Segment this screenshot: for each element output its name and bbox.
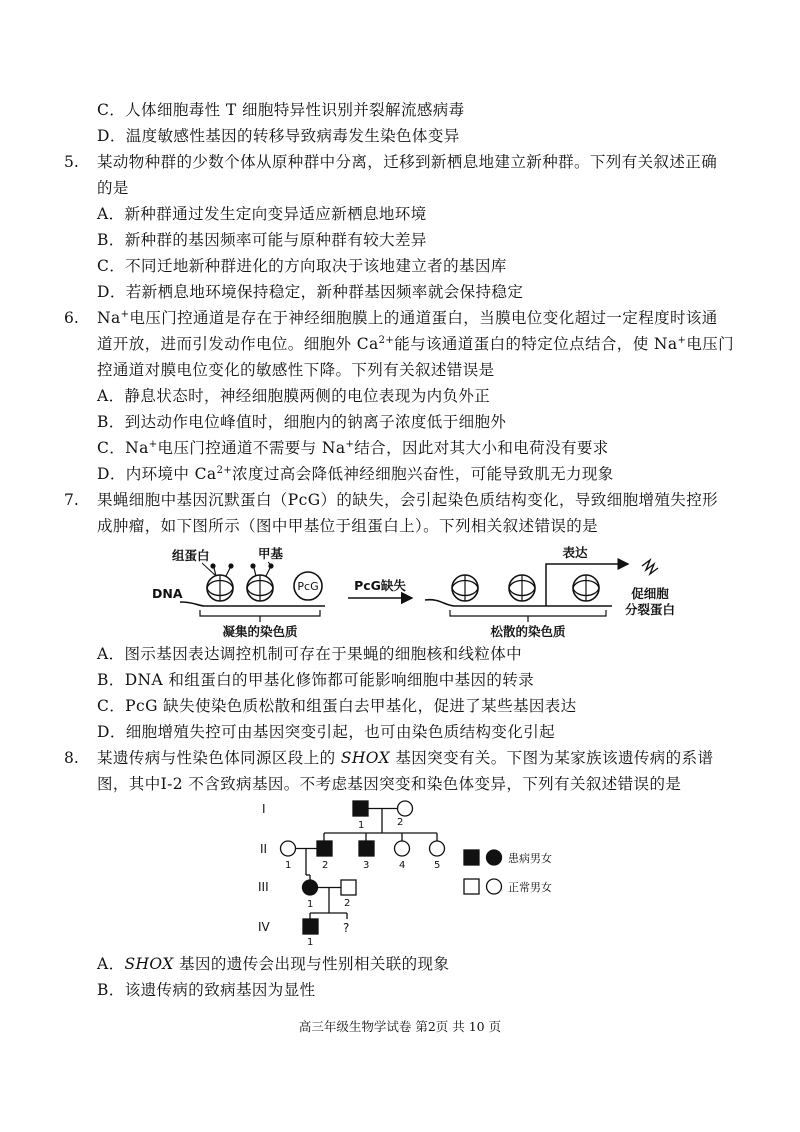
gen4-unknown: ? [343, 921, 350, 935]
gen2-female-5-normal [430, 841, 445, 856]
q6-number: 6. [64, 309, 79, 327]
gen3-num-2: 2 [344, 898, 351, 909]
nucleosome-1 [207, 563, 234, 601]
q8-stem-line2: 图，其中I-2 不含致病基因。不考虑基因突变和染色体变异，下列有关叙述错误的是 [97, 775, 682, 793]
loose-label: 松散的染色质 [490, 624, 566, 639]
q6-option-a: A．静息状态时，神经细胞膜两侧的电位表现为内负外正 [97, 387, 491, 405]
gen2-num-2: 2 [322, 860, 329, 871]
q4-option-c: C．人体细胞毒性 T 细胞特异性识别并裂解流感病毒 [97, 101, 465, 119]
protein-label-line1: 促细胞 [631, 586, 669, 601]
q6-option-d: D．内环境中 $Ca^{2+}$浓度过高会降低神经细胞兴奋性，可能导致肌无力现象 [97, 464, 614, 483]
legend-normal-label: 正常男女 [508, 881, 552, 894]
gen-label-1: I [262, 802, 266, 816]
q6-option-b: B．到达动作电位峰值时，细胞内的钠离子浓度低于细胞外 [97, 413, 507, 431]
protein-label-line2: 分裂蛋白 [624, 602, 676, 617]
pedigree-chart [250, 795, 580, 947]
nucleosome-5 [573, 575, 599, 601]
gen-label-2: II [260, 842, 268, 856]
gen2-male-2-affected [317, 841, 332, 856]
condensed-bracket [200, 610, 320, 616]
q8-number: 8. [64, 749, 79, 767]
q7-option-b: B．DNA 和组蛋白的甲基化修饰都可能影响细胞中基因的转录 [97, 671, 535, 689]
gen-label-3: III [258, 880, 269, 894]
legend-affected-male [464, 850, 479, 865]
legend-affected-label: 患病男女 [508, 852, 552, 865]
gen2-female-4-normal [395, 841, 410, 856]
pcg-label: PcG [297, 580, 319, 593]
q5-option-b: B．新种群的基因频率可能与原种群有较大差异 [97, 231, 427, 249]
q5-option-a: A．新种群通过发生定向变异适应新栖息地环境 [97, 205, 427, 223]
q5-stem-line2: 的是 [97, 179, 129, 197]
q7-stem-line2: 成肿瘤，如下图所示（图中甲基位于组蛋白上）。下列相关叙述错误的是 [97, 517, 599, 535]
q7-stem-line1: 果蝇细胞中基因沉默蛋白（PcG）的缺失，会引起染色质结构变化，导致细胞增殖失控形 [97, 491, 718, 509]
gen2-num-4: 4 [399, 860, 406, 871]
gen4-num-1: 1 [307, 937, 314, 947]
q6-stem-line3: 控通道对膜电位变化的敏感性下降。下列有关叙述错误是 [97, 361, 495, 379]
q7-number: 7. [64, 491, 79, 509]
nucleosome-3 [452, 575, 478, 601]
gen2-male-3-affected [359, 841, 374, 856]
gen2-num-3: 3 [363, 860, 370, 871]
gen1-female-normal [398, 801, 413, 816]
gen4-male-1-affected [303, 919, 318, 934]
q5-number: 5. [64, 153, 79, 171]
pcg-loss-label: PcG缺失 [354, 578, 406, 593]
q5-stem-line1: 某动物种群的少数个体从原种群中分离，迁移到新栖息地建立新种群。下列有关叙述正确 [97, 153, 718, 171]
gen1-male-affected [353, 801, 368, 816]
q4-option-d: D．温度敏感性基因的转移导致病毒发生染色体变异 [97, 127, 460, 145]
q8-stem-line1: 某遗传病与性染色体同源区段上的 SHOX 基因突变有关。下图为某家族该遗传病的系谱 [97, 749, 714, 767]
chromatin-diagram [150, 540, 690, 642]
methyl-label: 甲基 [258, 546, 284, 561]
legend-normal-female [487, 879, 502, 894]
gen2-female-1-normal [281, 841, 296, 856]
nucleosome-2 [247, 563, 274, 601]
q8-option-a: A．SHOX 基因的遗传会出现与性别相关联的现象 [97, 955, 450, 973]
q6-stem-line1: Na+电压门控通道是存在于神经细胞膜上的通道蛋白，当膜电位变化超过一定程度时该通 [97, 308, 718, 327]
gen3-female-1-affected [303, 880, 318, 895]
protein-squiggle-icon [642, 560, 658, 574]
page-footer: 高三年级生物学试卷 第2页 共 10 页 [298, 1019, 502, 1034]
expression-label: 表达 [562, 545, 588, 560]
gen3-num-1: 1 [307, 899, 314, 910]
q6-option-c: C．Na+电压门控通道不需要与 Na+结合，因此对其大小和电荷没有要求 [97, 438, 609, 457]
q6-stem-line2: 道开放，进而引发动作电位。细胞外 $Ca^{2+}$能与该通道蛋白的特定位点结合，使 Na+电压门 [97, 334, 735, 353]
q7-option-c: C．PcG 缺失使染色质松散和组蛋白去甲基化，促进了某些基因表达 [97, 697, 577, 715]
histone-label: 组蛋白 [172, 548, 210, 563]
dna-strand-condensed [180, 602, 325, 606]
gen3-male-2-normal [341, 880, 356, 895]
loose-bracket [450, 610, 606, 616]
gen2-num-5: 5 [434, 860, 441, 871]
gen-label-4: IV [258, 920, 270, 934]
nucleosome-4 [509, 575, 535, 601]
condensed-label: 凝集的染色质 [222, 624, 298, 639]
legend-normal-male [464, 879, 479, 894]
dna-label: DNA [152, 586, 183, 601]
gen2-num-1: 1 [285, 860, 292, 871]
gen1-num-1: 1 [358, 820, 365, 831]
legend-affected-female [487, 850, 502, 865]
q5-option-d: D．若新栖息地环境保持稳定，新种群基因频率就会保持稳定 [97, 283, 524, 301]
q7-option-a: A．图示基因表达调控机制可存在于果蝇的细胞核和线粒体中 [97, 645, 522, 663]
q8-option-b: B．该遗传病的致病基因为显性 [97, 981, 316, 999]
gen1-num-2: 2 [397, 817, 404, 828]
q5-option-c: C．不同迁地新种群进化的方向取决于该地建立者的基因库 [97, 257, 507, 275]
q7-option-d: D．细胞增殖失控可由基因突变引起，也可由染色质结构变化引起 [97, 723, 556, 741]
